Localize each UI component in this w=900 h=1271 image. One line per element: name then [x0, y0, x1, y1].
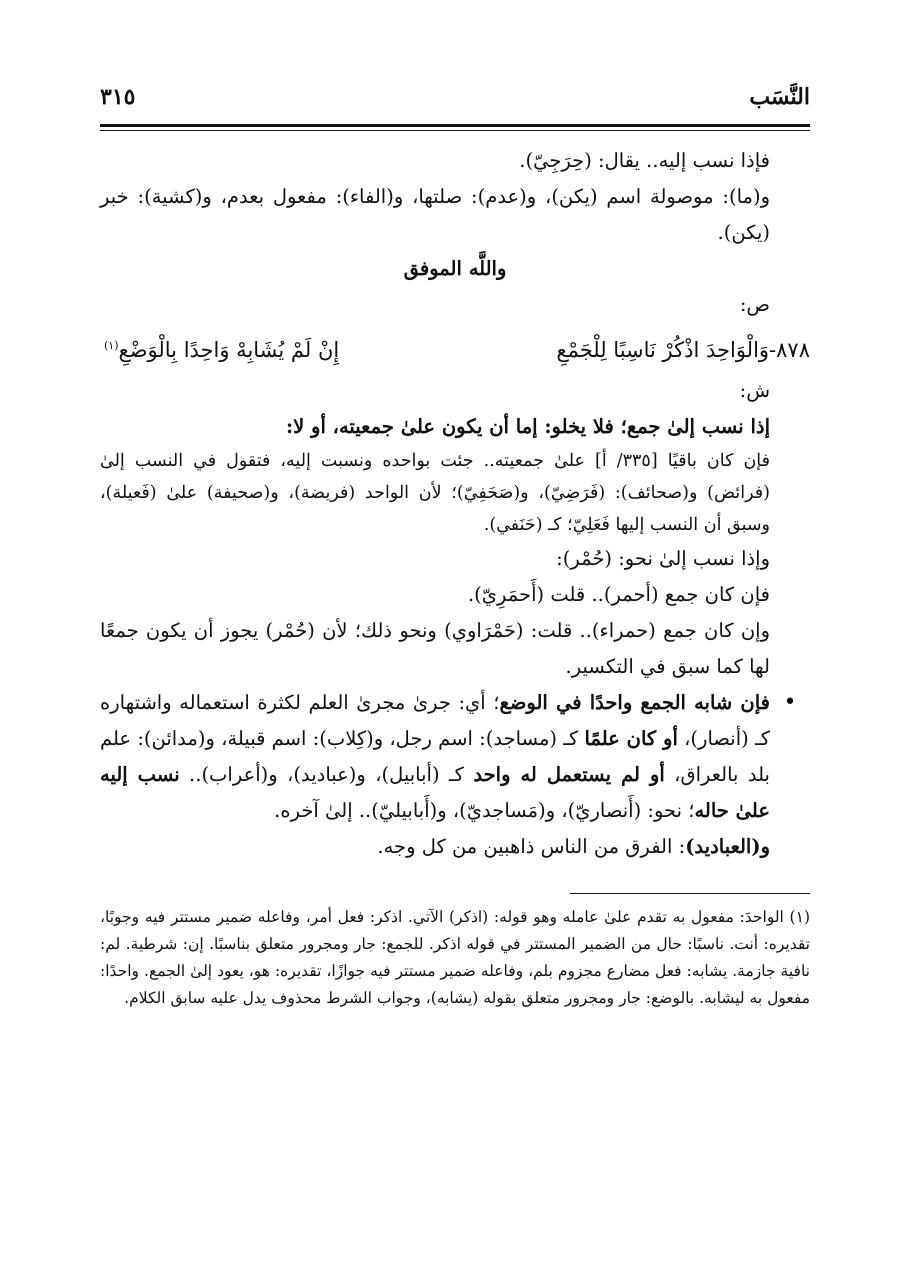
bullet-item: [100, 685, 810, 829]
bullet-text: [100, 685, 770, 829]
bold-phrase: أو كان علمًا: [584, 727, 678, 750]
paragraph-heading: إذا نسب إلىٰ جمع؛ فلا يخلو: إما أن يكون علىٰ جمعيته، أو لا:: [285, 415, 770, 438]
bold-phrase: فإن شابه الجمع واحدًا في الوضع: [499, 691, 770, 714]
bold-phrase: أو لم يستعمل له واحد: [473, 763, 665, 786]
paragraph: فإن كان باقيًا [٣٣٥/ أ] علىٰ جمعيته.. جئت بواحده ونسبت إليه، فتقول في النسب إلىٰ (فرائض) و(صحائف): (فَرَضِيّ)، و(صَحَفِيّ)؛ لأن الواحد (فريضة)، و(صحيفة) علىٰ (فَعيلة)، وسبق أن النسب إليها فَعَلِيّ؛ كـ (حَنَفي).: [100, 451, 771, 535]
main-text: [100, 143, 810, 865]
text-run: : الفرق من الناس ذاهبين من كل وجه.: [377, 835, 686, 858]
bullet-icon: •: [783, 690, 797, 715]
bold-phrase: نسب إليه علىٰ حاله: [100, 763, 770, 822]
paragraph: وإن كان جمع (حمراء).. قلت: (حَمْرَاوي) ونحو ذلك؛ لأن (حُمْر) يجوز أن يكون جمعًا لها كما سبق في التكسير.: [100, 619, 770, 678]
page-number: ٣١٥: [100, 84, 136, 110]
verse-number: ٨٧٨-: [769, 338, 810, 362]
text-run: ؛ نحو: (أَنصاريّ)، و(مَساجديّ)، و(أَبابيليّ).. إلىٰ آخره.: [274, 799, 695, 822]
footnote-text: (١) الواحدَ: مفعول به تقدم علىٰ عامله وهو قوله: (اذكر) الآتي. اذكر: فعل أمر، وفاعله ضمير مستتر فيه وجوبًا، تقديره: أنت. ناسبًا: حال من الضمير المستتر في قوله اذكر. للجمع: جار ومجرور متعلق بناسبًا. إن: شرطية. لم: نافية جازمة. يشابه: فعل مضارع مجزوم بلم، وفاعله ضمير مستتر فيه جوازًا، تقديره: هو، يعود إلىٰ الجمع. واحدًا: مفعول به ليشابه. بالوضع: جار ومجرور متعلق بقوله (يشابه)، وجواب الشرط محذوف يدل عليه سابق الكلام.: [100, 908, 810, 1007]
verse-text-2: إِنْ لَمْ يُشَابِهْ وَاحِدًا بِالْوَضْعِ: [118, 338, 340, 362]
footnote: [100, 904, 810, 1012]
page: [100, 78, 810, 1012]
footnote-separator: [570, 893, 810, 894]
paragraph: فإذا نسب إليه.. يقال: (حِرَجِيّ).: [519, 149, 770, 172]
running-header: [100, 78, 810, 118]
chapter-title: النَّسَب: [749, 84, 810, 110]
paragraph: وإذا نسب إلىٰ نحو: (حُمْر):: [556, 547, 770, 570]
text-run: كـ (مساجد): اسم رجل، و(كِلاب): اسم قبيلة، و(مدائن): علم بلد بالعراق،: [100, 727, 770, 786]
verse-line: [100, 323, 810, 373]
paragraph: [100, 829, 810, 865]
verse-text-1: وَالْوَاحِدَ اذْكُرْ نَاسِبًا لِلْجَمْعِ: [556, 338, 770, 362]
closing-phrase: واللَّه الموفق: [403, 257, 507, 280]
verse-first-hemistich: [536, 327, 810, 373]
paragraph: فإن كان جمع (أحمر).. قلت (أَحمَرِيّ).: [467, 583, 770, 606]
paragraph: و(ما): موصولة اسم (يكن)، و(عدم): صلتها، و(الفاء): مفعول بعدم، و(كشية): خبر (يكن).: [100, 185, 770, 244]
text-run: ؛ أي: جرىٰ مجرىٰ العلم لكثرة استعماله واشتهاره كـ (أنصار)،: [100, 691, 771, 750]
verse-second-hemistich: [100, 323, 339, 373]
text-run: كـ (أبابيل)، و(عباديد)، و(أعراب)..: [179, 763, 474, 786]
sad-marker: ص:: [739, 293, 770, 316]
footnote-marker: (١): [104, 339, 119, 352]
header-rule-thick: [100, 124, 810, 127]
shin-marker: ش:: [739, 379, 770, 402]
bold-phrase: و(العباديد): [685, 835, 770, 858]
header-rule-thin: [100, 130, 810, 131]
